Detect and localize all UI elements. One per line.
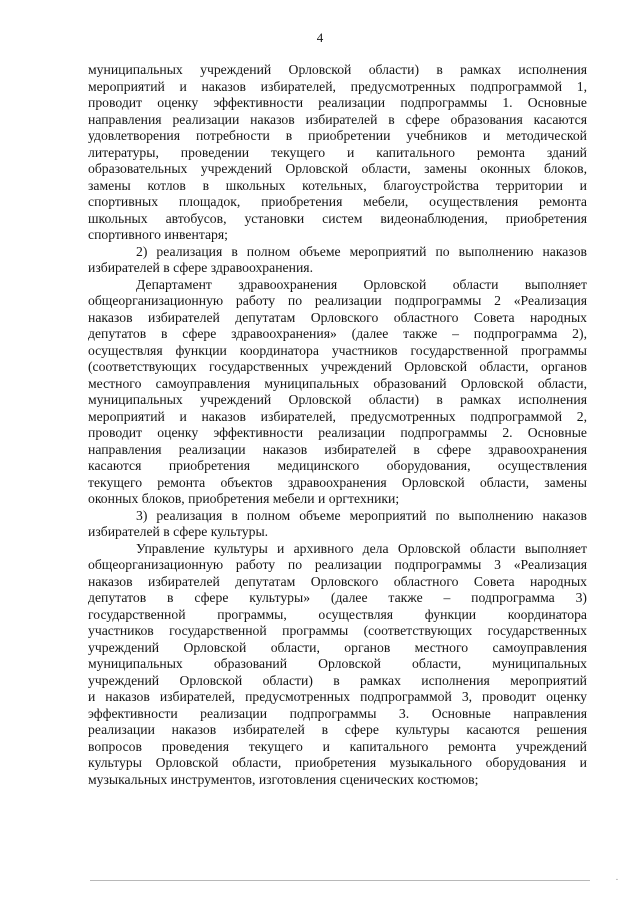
- text-line: Управление культуры и архивного дела Орловской области выполняет: [136, 540, 587, 556]
- text-line: вопросов проведения текущего и капитального ремонта учреждений: [88, 738, 587, 754]
- text-line: Департамент здравоохранения Орловской области выполняет: [136, 276, 587, 292]
- text-line: эффективности реализации подпрограммы 3. Основные направления: [88, 705, 587, 721]
- text-line: общеорганизационную работу по реализации подпрограммы 3 «Реализация: [88, 557, 587, 572]
- text-line: оконных блоков, приобретения мебели и оргтехники;: [88, 491, 400, 506]
- text-line: литературы, проведении текущего и капитального ремонта зданий: [88, 144, 587, 160]
- text-line: осуществляя функции координатора участников государственной программы: [88, 342, 587, 358]
- text-line: наказов избирателей депутатам Орловского областного Совета народных: [88, 573, 587, 589]
- text-line: музыкальных инструментов, изготовления сценических костюмов;: [88, 771, 479, 787]
- text-line: 3) реализация в полном объеме мероприятий по выполнению наказов: [136, 507, 587, 523]
- text-line: и наказов избирателей, предусмотренных подпрограммой 3, проводит оценку: [88, 689, 587, 704]
- text-line: удовлетворения потребности в приобретении учебников и методической: [88, 128, 587, 143]
- text-line: участников государственной программы (соответствующих государственных: [88, 623, 587, 638]
- text-line: направления реализации наказов избирателей в сфере здравоохранения: [88, 441, 587, 457]
- text-line: образовательных учреждений Орловской области, замены оконных блоков,: [88, 161, 587, 176]
- text-line: мероприятий и наказов избирателей, предусмотренных подпрограммой 2,: [88, 408, 587, 424]
- corner-mark-icon: ·: [615, 874, 619, 886]
- text-line: текущего ремонта объектов здравоохранения Орловской области, замены: [88, 474, 587, 490]
- text-line: замены котлов в школьных котельных, благоустройства территории и: [88, 177, 587, 193]
- text-line: школьных автобусов, установки систем видеонаблюдения, приобретения: [88, 210, 587, 226]
- text-line: общеорганизационную работу по реализации подпрограммы 2 «Реализация: [88, 293, 587, 308]
- text-line: спортивных площадок, приобретения мебели, осуществления ремонта: [88, 194, 587, 209]
- text-line: 2) реализация в полном объеме мероприятий по выполнению наказов: [136, 243, 587, 259]
- text-line: депутатов в сфере здравоохранения» (далее также – подпрограмма 2),: [88, 326, 587, 341]
- text-line: местного самоуправления муниципальных образований Орловской области,: [88, 375, 587, 391]
- text-line: культуры Орловской области, приобретения музыкального оборудования и: [88, 755, 587, 770]
- text-line: избирателей в сфере культуры.: [88, 524, 269, 539]
- text-line: учреждений Орловской области, органов местного самоуправления: [88, 639, 587, 655]
- text-line: муниципальных учреждений Орловской области) в рамках исполнения: [88, 392, 587, 407]
- page-number: 4: [316, 30, 324, 45]
- text-line: проводит оценку эффективности реализации подпрограммы 2. Основные: [88, 425, 587, 440]
- text-line: реализации наказов избирателей в сфере культуры касаются решения: [88, 722, 587, 737]
- text-line: спортивного инвентаря;: [88, 227, 228, 242]
- bottom-divider: [90, 880, 590, 881]
- text-line: муниципальных образований Орловской области, муниципальных: [88, 656, 587, 671]
- document-body: [88, 62, 587, 788]
- text-line: учреждений Орловской области) в рамках исполнения мероприятий: [88, 672, 587, 688]
- text-line: муниципальных учреждений Орловской области) в рамках исполнения: [88, 62, 587, 77]
- text-line: направления реализации наказов избирателей в сфере образования касаются: [88, 111, 587, 127]
- text-line: избирателей в сфере здравоохранения.: [88, 260, 313, 275]
- text-line: проводит оценку эффективности реализации подпрограммы 1. Основные: [88, 95, 587, 110]
- text-line: государственной программы, осуществляя функции координатора: [88, 606, 587, 622]
- text-line: наказов избирателей депутатам Орловского областного Совета народных: [88, 309, 587, 325]
- text-line: (соответствующих государственных учреждений Орловской области, органов: [88, 359, 587, 374]
- text-line: касаются приобретения медицинского оборудования, осуществления: [88, 458, 587, 473]
- text-line: депутатов в сфере культуры» (далее также – подпрограмма 3): [88, 590, 587, 605]
- text-line: мероприятий и наказов избирателей, предусмотренных подпрограммой 1,: [88, 78, 587, 94]
